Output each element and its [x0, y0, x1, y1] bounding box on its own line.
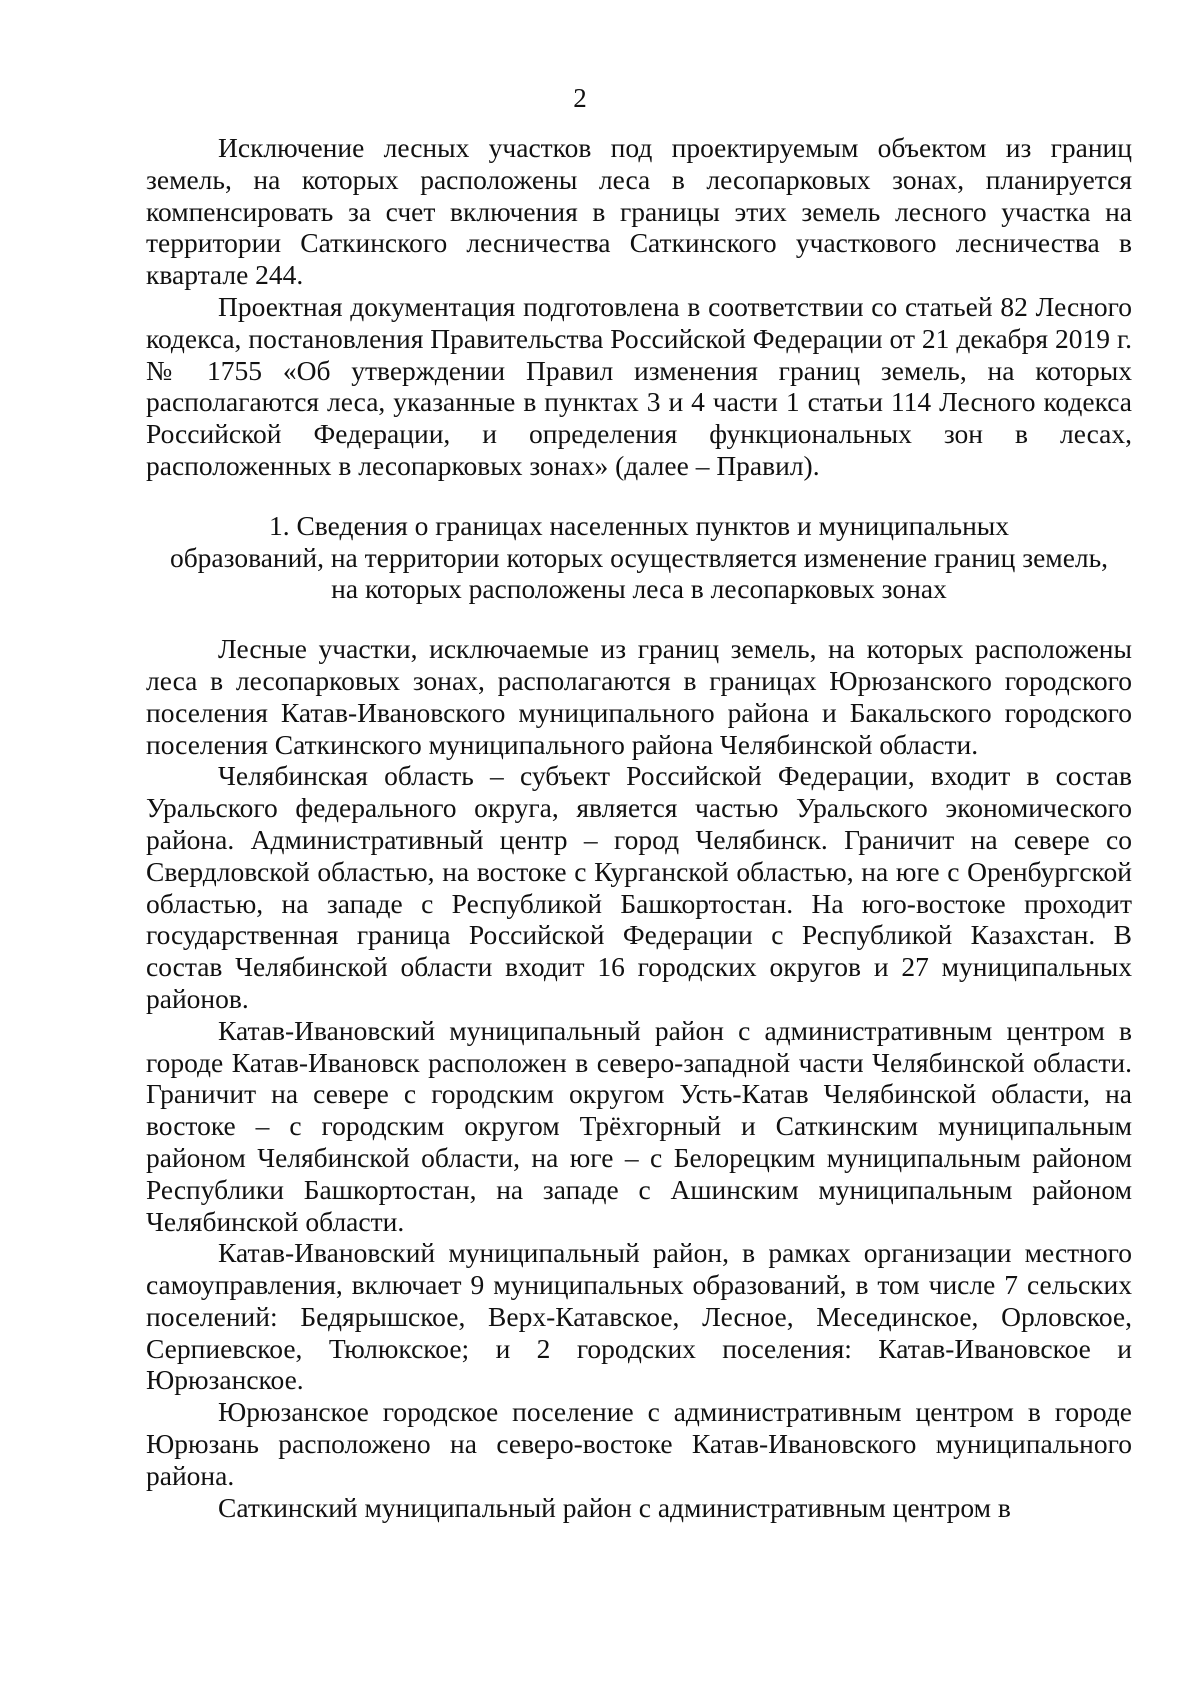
section-heading — [146, 510, 1132, 605]
document-body — [146, 132, 1132, 1523]
paragraph-katav-ivanovsky-district: Катав-Ивановский муниципальный район с административным центром в городе Катав-Ивановск расположен в северо-западной части Челябинской области. Граничит на севере с городским округом Усть-Катав Челябинской области, на востоке – с городским округом Трёхгорный и Саткинским муниципальным районом Челябинской области, на юге – с Белорецким муниципальным районом Республики Башкортостан, на западе с Ашинским муниципальным районом Челябинской области. — [146, 1014, 1132, 1237]
paragraph-project-documentation: Проектная документация подготовлена в соответствии со статьей 82 Лесного кодекса, постановления Правительства Российской Федерации от 21 декабря 2019 г. № 1755 «Об утверждении Правил изменения границ земель, на которых располагаются леса, указанные в пунктах 3 и 4 части 1 статьи 114 Лесного кодекса Российской Федерации, и определения функциональных зон в лесах, расположенных в лесопарковых зонах» (далее – Правил). — [146, 290, 1132, 481]
paragraph-chelyabinsk-region: Челябинская область – субъект Российской Федерации, входит в состав Уральского федерального округа, является частью Уральского экономического района. Административный центр – город Челябинск. Граничит на севере со Свердловской областью, на востоке с Курганской областью, на юге с Оренбургской областью, на западе с Республикой Башкортостан. На юго-востоке проходит государственная граница Российской Федерации с Республикой Казахстан. В состав Челябинской области входит 16 городских округов и 27 муниципальных районов. — [146, 760, 1132, 1014]
paragraph-yuryuzan-settlement: Юрюзанское городское поселение с административным центром в городе Юрюзань расположено на северо-востоке Катав-Ивановского муниципального района. — [146, 1396, 1132, 1491]
page-number: 2 — [573, 83, 587, 113]
paragraph-forest-exclusion: Исключение лесных участков под проектируемым объектом из границ земель, на которых расположены леса в лесопарковых зонах, планируется компенсировать за счет включения в границы этих земель лесного участка на территории Саткинского лесничества Саткинского участкового лесничества в квартале 244. — [146, 132, 1132, 291]
paragraph-satkinsky-district: Саткинский муниципальный район с административным центром в — [218, 1491, 1011, 1523]
section-heading-line-2: образований, на территории которых осуществляется изменение границ земель, — [169, 541, 1109, 573]
paragraph-forest-plots-location: Лесные участки, исключаемые из границ земель, на которых расположены леса в лесопарковых зонах, располагаются в границах Юрюзанского городского поселения Катав-Ивановского муниципального района и Бакальского городского поселения Саткинского муниципального района Челябинской области. — [146, 633, 1132, 760]
paragraph-municipal-formations: Катав-Ивановский муниципальный район, в рамках организации местного самоуправления, включает 9 муниципальных образований, в том числе 7 сельских поселений: Бедярышское, Верх-Катавское, Лесное, Месединское, Орловское, Серпиевское, Тюлюкское; и 2 городских поселения: Катав-Ивановское и Юрюзанское. — [146, 1237, 1132, 1396]
section-heading-line-1: 1. Сведения о границах населенных пунктов и муниципальных — [268, 509, 1010, 541]
section-heading-line-3: на которых расположены леса в лесопарковых зонах — [331, 573, 947, 605]
